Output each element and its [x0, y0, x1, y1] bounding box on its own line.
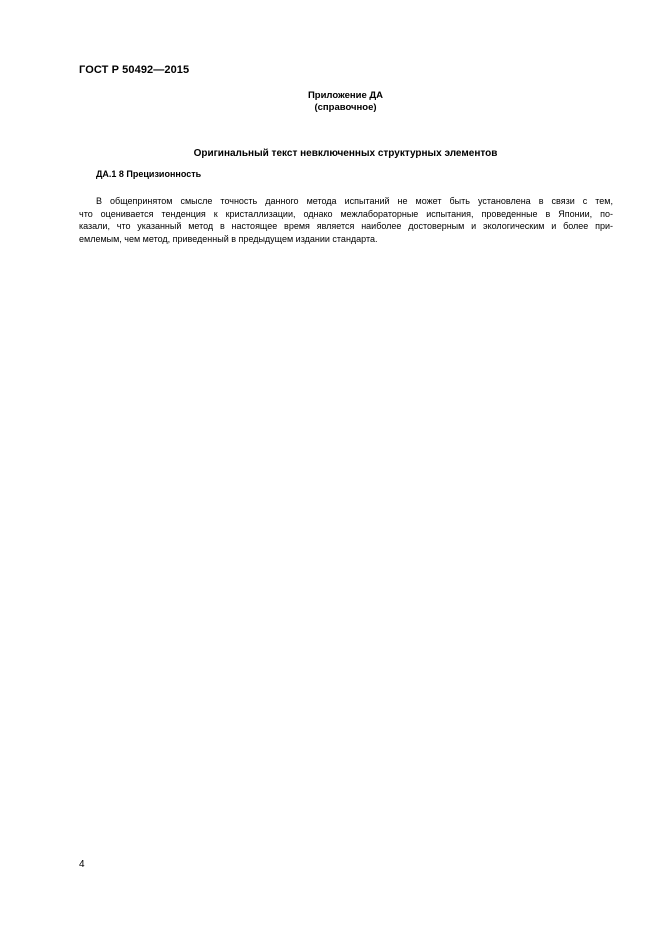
body-paragraph — [79, 195, 613, 245]
document-code-header: ГОСТ Р 50492—2015 — [79, 64, 190, 76]
paragraph-line: что оценивается тенденция к кристаллизации, однако межлабораторные испытания, проведенные в Японии, по- — [79, 208, 613, 219]
page-number: 4 — [79, 859, 85, 870]
section-title: Оригинальный текст невключенных структурных элементов — [193, 148, 498, 159]
subsection-title: ДА.1 8 Прецизионность — [96, 169, 202, 179]
appendix-heading — [0, 90, 661, 114]
paragraph-line: казали, что указанный метод в настоящее время является наиболее достоверным и экологическим и более при- — [79, 221, 613, 231]
appendix-subtitle: (справочное) — [314, 102, 377, 113]
paragraph-line: В общепринятом смысле точность данного метода испытаний не может быть установлена в связи с тем, — [96, 196, 613, 206]
appendix-title: Приложение ДА — [307, 90, 384, 101]
paragraph-line: емлемым, чем метод, приведенный в предыдущем издании стандарта. — [79, 233, 378, 244]
